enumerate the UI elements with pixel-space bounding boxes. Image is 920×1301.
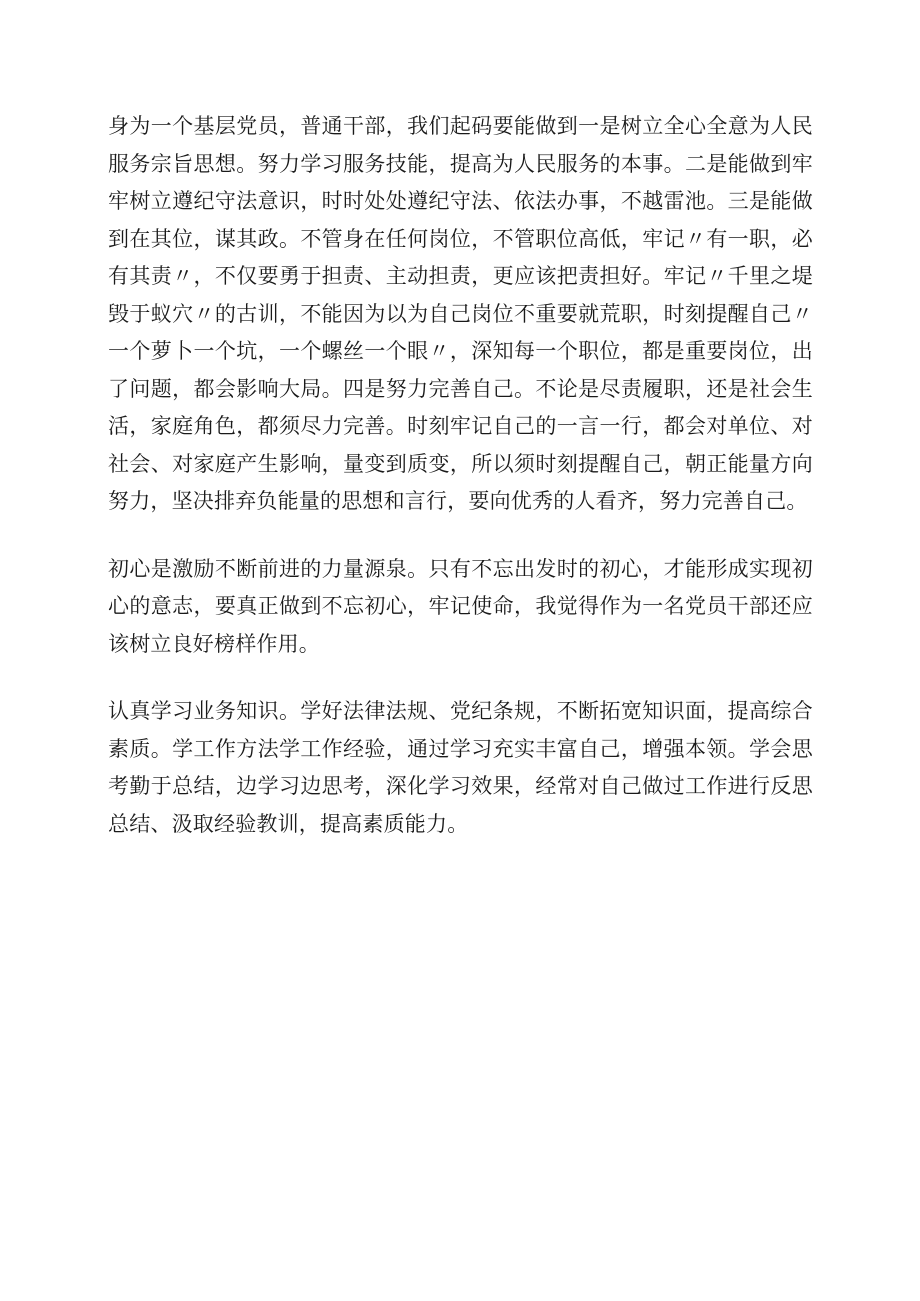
document-body bbox=[108, 108, 813, 873]
paragraph-1: 身为一个基层党员，普通干部，我们起码要能做到一是树立全心全意为人民服务宗旨思想。努力学习服务技能，提高为人民服务的本事。二是能做到牢牢树立遵纪守法意识，时时处处遵纪守法、依法办事，不越雷池。三是能做到在其位，谋其政。不管身在任何岗位，不管职位高低，牢记〃有一职，必有其责〃，不仅要勇于担责、主动担责，更应该把责担好。牢记〃千里之堤毁于蚁穴〃的古训，不能因为以为自己岗位不重要就荒职，时刻提醒自己〃一个萝卜一个坑，一个螺丝一个眼〃，深知每一个职位，都是重要岗位，出了问题，都会影响大局。四是努力完善自己。不论是尽责履职，还是社会生活，家庭角色，都须尽力完善。时刻牢记自己的一言一行，都会对单位、对社会、对家庭产生影响，量变到质变，所以须时刻提醒自己，朝正能量方向努力，坚决排弃负能量的思想和言行，要向优秀的人看齐，努力完善自己。 bbox=[108, 114, 813, 513]
paragraph-2: 初心是激励不断前进的力量源泉。只有不忘出发时的初心，才能形成实现初心的意志，要真正做到不忘初心，牢记使命，我觉得作为一名党员干部还应该树立良好榜样作用。 bbox=[108, 556, 813, 656]
paragraph-3: 认真学习业务知识。学好法律法规、党纪条规，不断拓宽知识面，提高综合素质。学工作方法学工作经验，通过学习充实丰富自己，增强本领。学会思考勤于总结，边学习边思考，深化学习效果，经常对自己做过工作进行反思总结、汲取经验教训，提高素质能力。 bbox=[108, 699, 813, 836]
